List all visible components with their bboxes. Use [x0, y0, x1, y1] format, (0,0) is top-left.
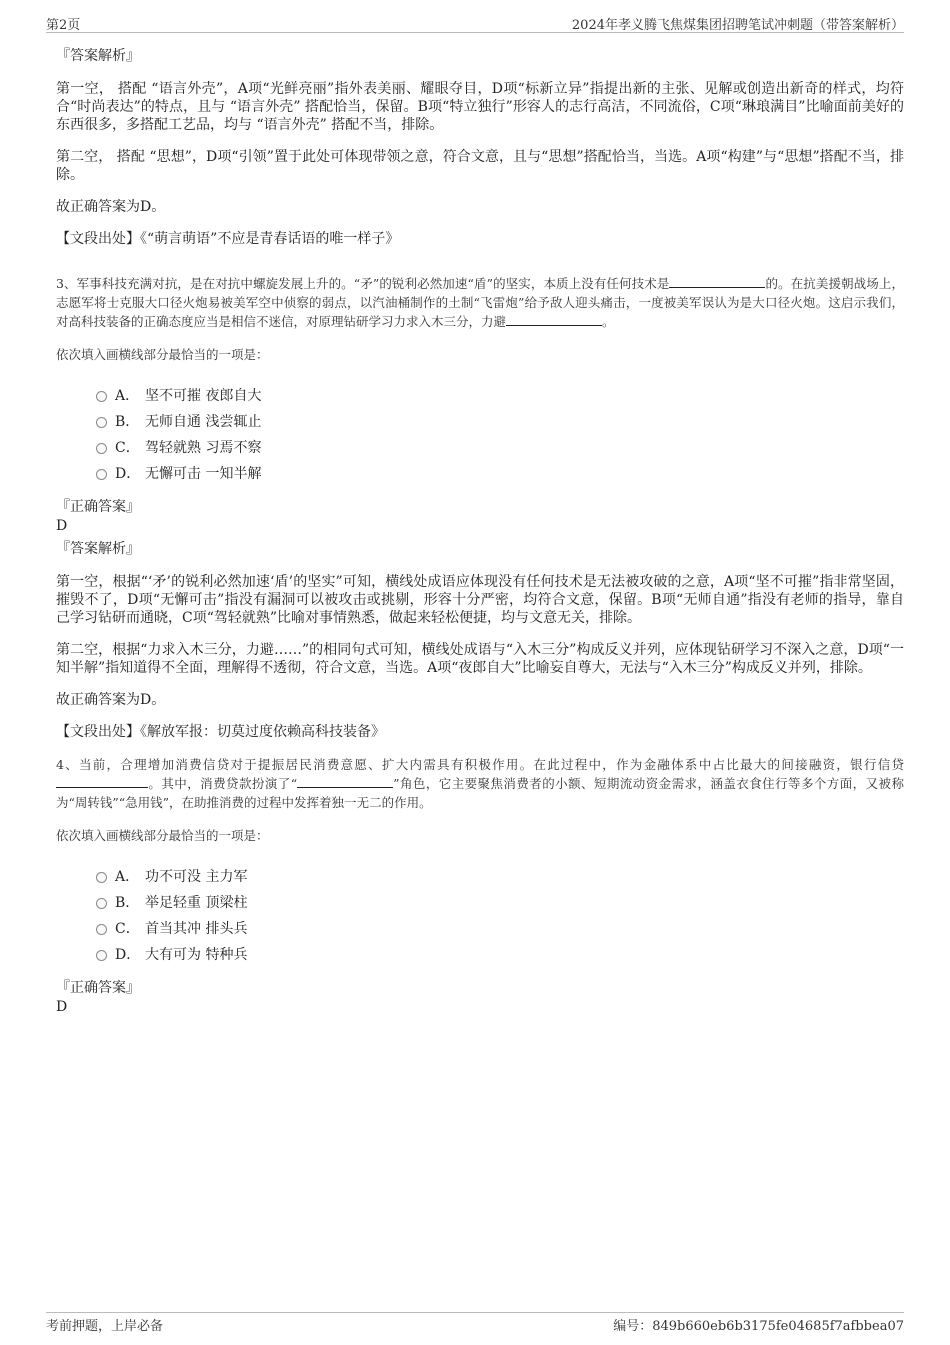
document-code: 编号：849b660eb6b3175fe04685f7afbbea07: [613, 1319, 904, 1334]
q4-stem: [56, 755, 904, 812]
q4-stem-part3: ”角色，它主要聚焦消费者的小额、短期流动资金需求，涵盖衣食住行等多个方面，又被称为“周转钱”“急用钱”，在助推消费的过程中发挥着独一无二的作用。: [56, 776, 904, 810]
q3-option-d[interactable]: D． 无懈可击 一知半解: [96, 463, 904, 489]
q4-option-d[interactable]: D． 大有可为 特种兵: [96, 944, 904, 970]
q4-answer: D: [56, 999, 68, 1015]
radio-icon[interactable]: [96, 898, 107, 909]
q3-option-b[interactable]: B． 无师自通 浅尝辄止: [96, 411, 904, 437]
radio-icon[interactable]: [96, 469, 107, 480]
footer-slogan: 考前押题，上岸必备: [46, 1319, 164, 1334]
q4-instruction: 依次填入画横线部分最恰当的一项是：: [56, 828, 269, 843]
q4-stem-part1: 4、当前，合理增加消费信贷对于提振居民消费意愿、扩大内需具有积极作用。在此过程中，作为金融体系中占比最大的间接融资，银行信贷: [56, 757, 904, 772]
radio-icon[interactable]: [96, 924, 107, 935]
q3-option-c[interactable]: C． 驾轻就熟 习焉不察: [96, 437, 904, 463]
radio-icon[interactable]: [96, 391, 107, 402]
q4-option-b[interactable]: B． 举足轻重 顶梁柱: [96, 892, 904, 918]
document-body: [56, 46, 904, 1020]
radio-icon[interactable]: [96, 417, 107, 428]
q4-option-a[interactable]: A． 功不可没 主力军: [96, 866, 904, 892]
page-footer: [46, 1312, 904, 1335]
q3-stem-part1: 3、军事科技充满对抗，是在对抗中螺旋发展上升的。“矛”的锐利必然加速“盾”的坚实，本质上没有任何技术是: [56, 276, 670, 291]
q3-conclusion: 故正确答案为D。: [56, 692, 166, 708]
q3-answer-label: 『正确答案』: [56, 499, 140, 515]
q3-analysis-p1: 第一空，根据“‘矛’的锐利必然加速‘盾’的坚实”可知，横线处成语应体现没有任何技术是无法被攻破的之意，A项“坚不可摧”指非常坚固，摧毁不了，D项“无懈可击”指没有漏洞可以被攻击或挑剔，形容十分严密，均符合文意，保留。B项“无师自通”指没有老师的指导，靠自己学习钻研而通晓，C项“驾轻就熟”比喻对事情熟悉，做起来轻松便捷，均与文意无关，排除。: [56, 574, 904, 626]
q4-answer-label: 『正确答案』: [56, 980, 140, 996]
q3-instruction: 依次填入画横线部分最恰当的一项是：: [56, 347, 269, 362]
q3-option-a[interactable]: A． 坚不可摧 夜郎自大: [96, 385, 904, 411]
q4-stem-part2: 。其中，消费贷款扮演了“: [148, 776, 298, 791]
q3-stem-part2: 的。在抗美援朝战场上，志愿军将士克服大口径火炮易被美军空中侦察的弱点，以汽油桶制作的土制“飞雷炮”给予敌人迎头痛击，一度被美军误认为是大口径火炮。这启示我们，对高科技装备的正确态度应当是相信不迷信，对原理钻研学习力求入木三分，力避: [56, 276, 904, 329]
q2-analysis-p1: 第一空， 搭配 “语言外壳”，A项“光鲜亮丽”指外表美丽、耀眼夺目，D项“标新立异”指提出新的主张、见解或创造出新奇的样式，均符合“时尚表达”的特点，且与 “语言外壳” 搭配恰当，保留。B项“特立独行”形容人的志行高洁，不同流俗，C项“琳琅满目”比喻面前美好的东西很多，多搭配工艺品，均与 “语言外壳” 搭配不当，排除。: [56, 81, 904, 133]
radio-icon[interactable]: [96, 872, 107, 883]
q3-source: 【文段出处】《解放军报：切莫过度依赖高科技装备》: [56, 724, 385, 740]
q3-answer: D: [56, 518, 68, 534]
page-header: [46, 14, 904, 33]
q3-stem-part3: 。: [602, 314, 615, 329]
q2-source: 【文段出处】《“萌言萌语”不应是青春话语的唯一样子》: [56, 231, 400, 247]
document-title: 2024年孝义腾飞焦煤集团招聘笔试冲刺题（带答案解析）: [571, 18, 904, 33]
q3-analysis-label: 『答案解析』: [56, 541, 140, 557]
q3-blank-1: [669, 275, 765, 288]
radio-icon[interactable]: [96, 443, 107, 454]
q4-options: [96, 866, 904, 970]
q2-analysis-p2: 第二空， 搭配 “思想”，D项“引领”置于此处可体现带领之意，符合文意，且与“思想”搭配恰当，当选。A项“构建”与“思想”搭配不当，排除。: [56, 149, 904, 183]
q4-option-c[interactable]: C． 首当其冲 排头兵: [96, 918, 904, 944]
q3-analysis-p2: 第二空，根据“力求入木三分，力避……”的相同句式可知，横线处成语与“入木三分”构成反义并列，应体现钻研学习不深入之意，D项“一知半解”指知道得不全面，理解得不透彻，符合文意，当选。A项“夜郎自大”比喻妄自尊大，无法与“入木三分”构成反义并列，排除。: [56, 642, 904, 676]
q2-conclusion: 故正确答案为D。: [56, 199, 166, 215]
page-number: 第2页: [46, 18, 81, 33]
q3-stem: [56, 274, 904, 331]
q3-blank-2: [506, 313, 602, 326]
q4-blank-2: [297, 775, 393, 788]
q4-blank-1: [56, 775, 148, 788]
q3-options: [96, 385, 904, 489]
radio-icon[interactable]: [96, 950, 107, 961]
q2-analysis-label: 『答案解析』: [56, 48, 140, 64]
